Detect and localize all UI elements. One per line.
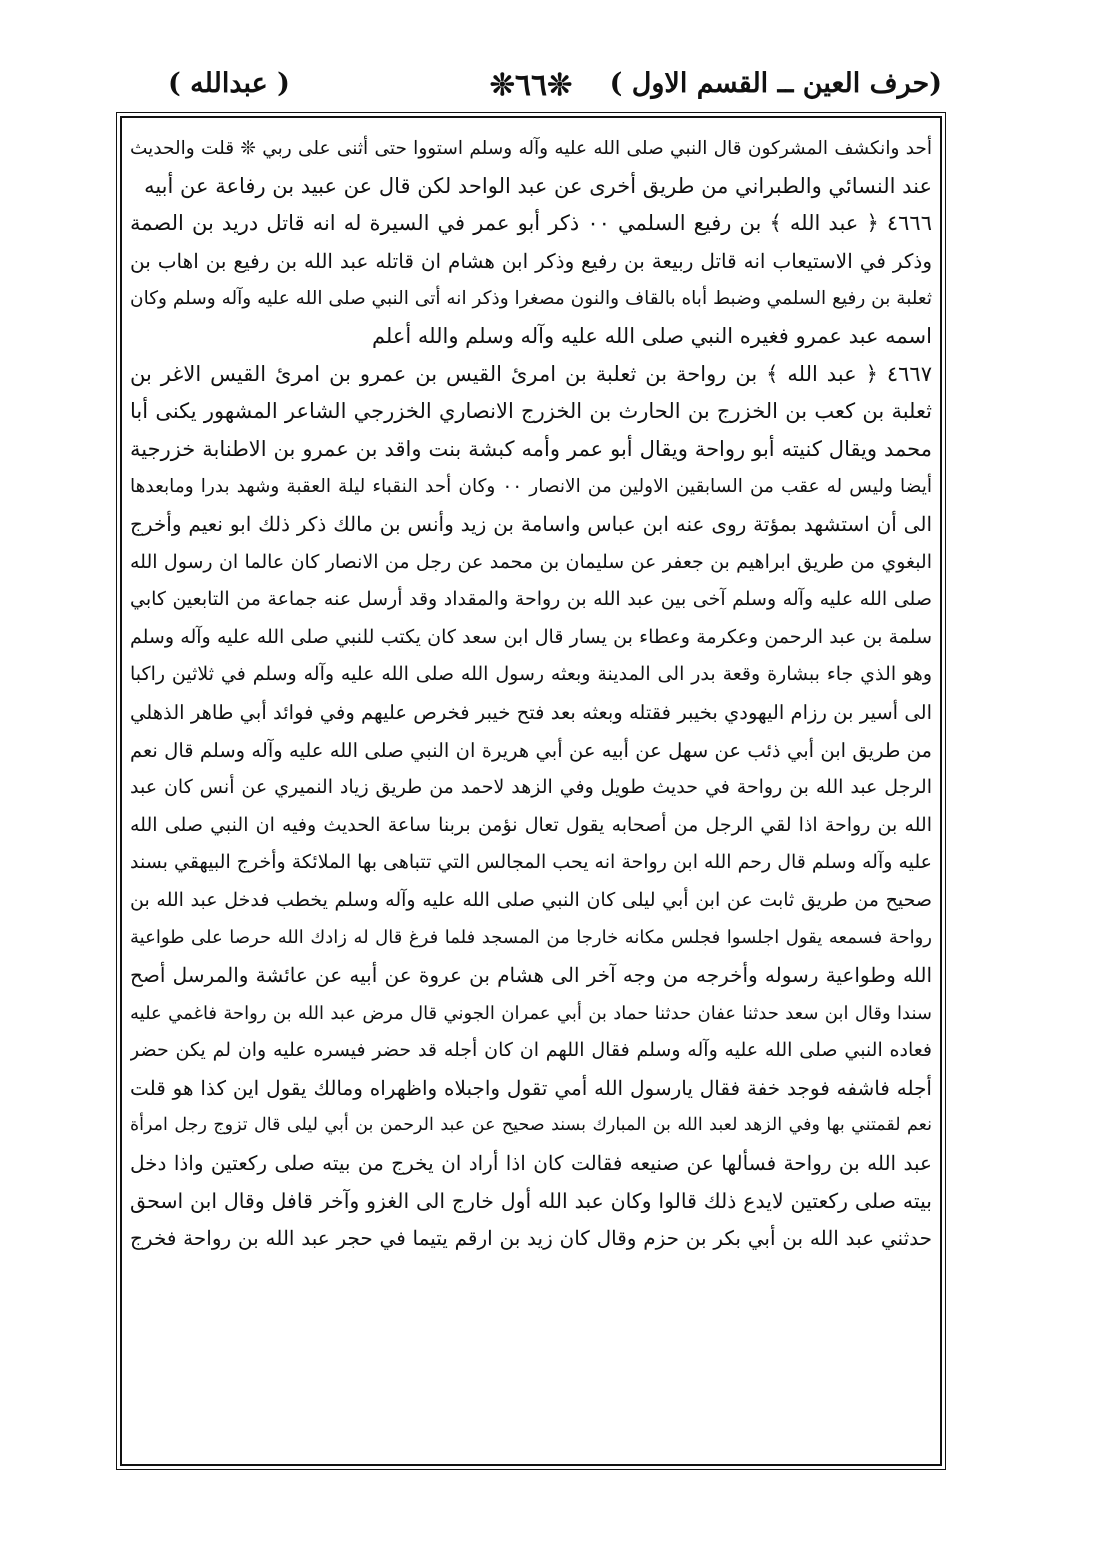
text-line: اسمه عبد عمرو فغيره النبي صلى الله عليه وآله وسلم والله أعلم bbox=[371, 323, 932, 348]
text-line: الله وطواعية رسوله وأخرجه من وجه آخر الى هشام بن عروة عن أبيه عن عائشة والمرسل أصح bbox=[130, 963, 932, 988]
page-header bbox=[120, 62, 942, 108]
text-line: عند النسائي والطبراني من طريق أخرى عن عبد الواحد لكن قال عن عبيد بن رفاعة عن أبيه bbox=[144, 173, 932, 198]
text-line: الله بن رواحة اذا لقي الرجل من أصحابه يقول تعال نؤمن بربنا ساعة الحديث وفيه ان النبي صلى الله bbox=[130, 813, 932, 836]
section-title: (حرف العين ــ القسم الاول ) bbox=[609, 68, 942, 99]
text-line: سندا وقال ابن سعد حدثنا عفان حدثنا حماد بن أبي عمران الجوني قال مرض عبد الله بن رواحة فاغمي عليه bbox=[130, 1002, 932, 1024]
text-line: صلى الله عليه وآله وسلم آخى بين عبد الله بن رواحة والمقداد وقد أرسل عنه جماعة من التابعين كابي bbox=[130, 588, 932, 611]
text-line: بيته صلى ركعتين لايدع ذلك قالوا وكان عبد الله أول خارج الى الغزو وآخر قافل وقال ابن اسحق bbox=[130, 1188, 932, 1213]
text-line: عليه وآله وسلم قال رحم الله ابن رواحة انه يحب المجالس التي تتباهى بها الملائكة وأخرج البيهقي بسند bbox=[130, 851, 932, 874]
text-line: نعم لقمتني بها وفي الزهد لعبد الله بن المبارك بسند صحيح عن عبد الرحمن بن أبي ليلى قال تزوج رجل امرأة bbox=[130, 1115, 932, 1136]
text-line: الرجل عبد الله بن رواحة في حديث طويل وفي الزهد لاحمد من طريق زياد النميري عن أنس كان عبد bbox=[130, 776, 932, 799]
entry-heading-line: ٤٦٦٧ ﴿ عبد الله ﴾ بن رواحة بن ثعلبة بن امرئ القيس بن عمرو بن امرئ القيس الاغر بن bbox=[130, 361, 932, 386]
text-line: من طريق ابن أبي ذئب عن سهل عن أبيه عن أبي هريرة ان النبي صلى الله عليه وآله وسلم قال نعم bbox=[130, 738, 932, 762]
text-line: رواحة فسمعه يقول اجلسوا فجلس مكانه خارجا من المسجد فلما فرغ قال له زادك الله حرصا على طواعية bbox=[130, 927, 932, 949]
text-line: الى أسير بن رزام اليهودي بخيبر فقتله وبعثه بعد فتح خيبر فخرص عليهم وفي فوائد أبي طاهر الذهلي bbox=[130, 700, 932, 724]
text-line: وذكر في الاستيعاب انه قاتل ربيعة بن رفيع وذكر ابن هشام ان قاتله عبد الله بن رفيع بن اهاب بن bbox=[130, 248, 932, 273]
text-line: حدثني عبد الله بن أبي بكر بن حزم وقال كان زيد بن ارقم يتيما في حجر عبد الله بن رواحة فخرج bbox=[130, 1226, 932, 1251]
text-line: ثعلبة بن رفيع السلمي وضبط أباه بالقاف والنون مصغرا وذكر انه أتى النبي صلى الله عليه وآله وسلم وكان bbox=[130, 288, 932, 310]
text-line: عبد الله بن رواحة فسألها عن صنيعه فقالت كان اذا أراد ان يخرج من بيته صلى ركعتين واذا دخل bbox=[130, 1151, 932, 1176]
text-line: ثعلبة بن كعب بن الخزرج بن الحارث بن الخزرج الانصاري الخزرجي الشاعر المشهور يكنى أبا bbox=[130, 399, 932, 424]
text-line: أجله فاشفه فوجد خفة فقال يارسول الله أمي تقول واجبلاه واظهراه ومالك يقول اين كذا هو قلت bbox=[130, 1075, 932, 1100]
text-line: أحد وانكشف المشركون قال النبي صلى الله عليه وآله وسلم استووا حتى أثنى على ربي ❊ قلت والحديث bbox=[130, 138, 932, 159]
text-line: وهو الذي جاء ببشارة وقعة بدر الى المدينة وبعثه رسول الله صلى الله عليه وآله وسلم في ثلاثين راكبا bbox=[130, 663, 932, 686]
text-line: محمد ويقال كنيته أبو رواحة ويقال أبو عمر وأمه كبشة بنت واقد بن عمرو بن الاطنابة خزرجية bbox=[130, 436, 932, 461]
running-head: ( عبدالله ) bbox=[168, 68, 290, 99]
page-body bbox=[130, 130, 932, 1258]
page-number: ❊٦٦❊ bbox=[489, 68, 573, 103]
text-line: الى أن استشهد بمؤتة روى عنه ابن عباس واسامة بن زيد وأنس بن مالك ذكر ذلك ابو نعيم وأخرج bbox=[130, 511, 932, 536]
text-line: أيضا وليس له عقب من السابقين الاولين من الانصار ٠٠ وكان أحد النقباء ليلة العقبة وشهد بدرا ومابعدها bbox=[130, 476, 932, 498]
text-line: فعاده النبي صلى الله عليه وآله وسلم فقال اللهم ان كان أجله قد حضر فيسره عليه وان لم يكن حضر bbox=[130, 1039, 932, 1062]
entry-heading-line: ٤٦٦٦ ﴿ عبد الله ﴾ بن رفيع السلمي ٠٠ ذكر أبو عمر في السيرة له انه قاتل دريد بن الصمة bbox=[130, 211, 932, 236]
text-line: صحيح من طريق ثابت عن ابن أبي ليلى كان النبي صلى الله عليه وآله وسلم يخطب فدخل عبد الله بن bbox=[130, 888, 932, 911]
text-line: البغوي من طريق ابراهيم بن جعفر عن سليمان بن محمد عن رجل من الانصار كان عالما ان رسول الله bbox=[130, 550, 932, 573]
text-line: سلمة بن عبد الرحمن وعكرمة وعطاء بن يسار قال ابن سعد كان يكتب للنبي صلى الله عليه وآله وسلم bbox=[130, 625, 932, 648]
